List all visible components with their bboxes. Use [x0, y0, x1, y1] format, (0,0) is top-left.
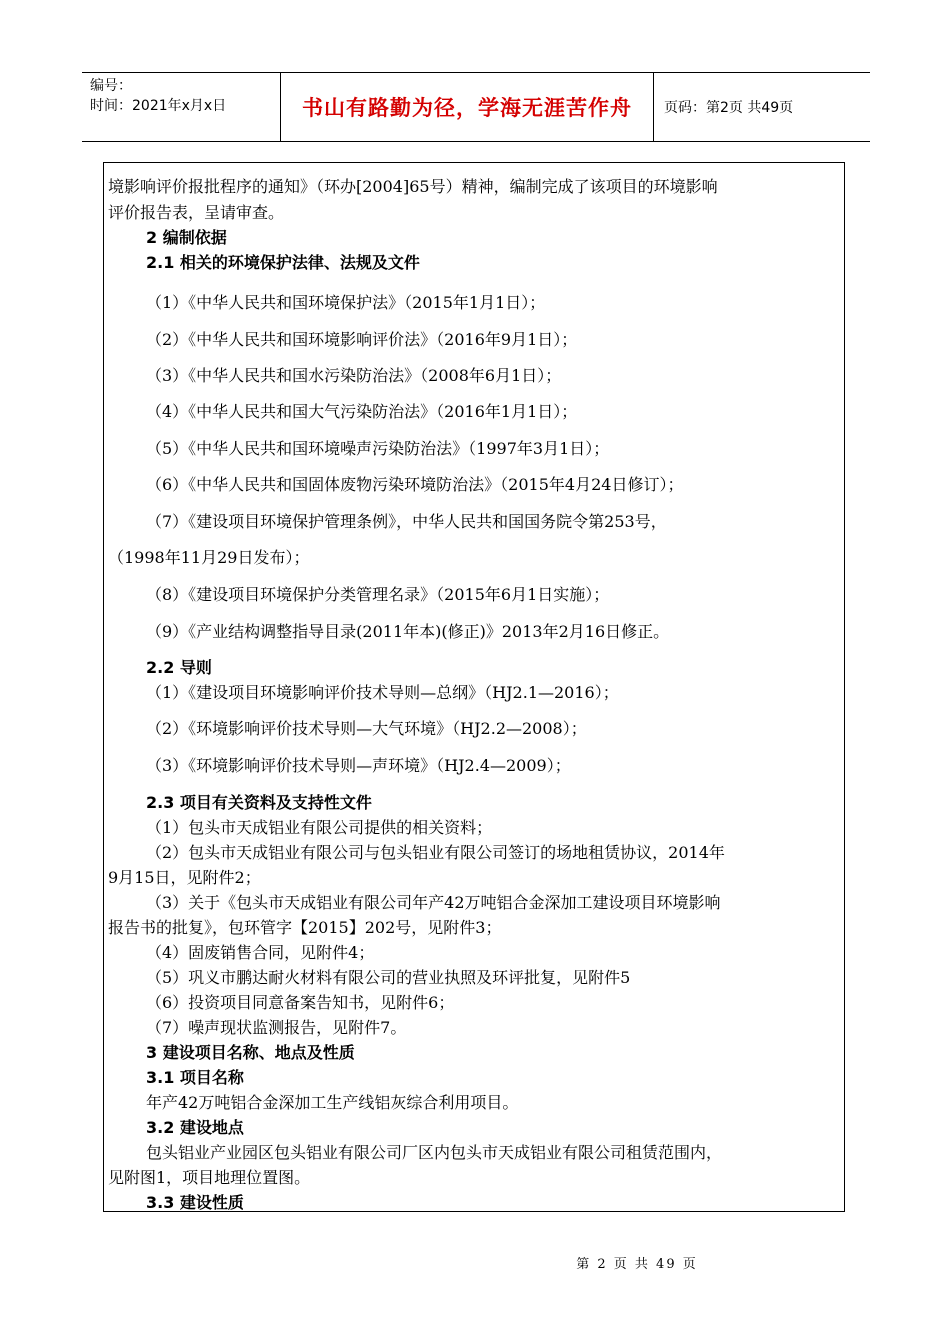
page-footer: 第 2 页 共 49 页	[576, 1257, 698, 1272]
body-line: 见附图1，项目地理位置图。	[108, 1168, 311, 1187]
list-item: （2）《中华人民共和国环境影响评价法》（2016年9月1日）；	[146, 330, 578, 349]
list-item: （8）《建设项目环境保护分类管理名录》（2015年6月1日实施）；	[146, 585, 610, 604]
list-item: （5）巩义市鹏达耐火材料有限公司的营业执照及环评批复，见附件5	[146, 968, 631, 987]
section-heading: 3.2 建设地点	[146, 1118, 244, 1137]
body-line: 评价报告表，呈请审查。	[108, 203, 285, 222]
list-item: （1）《建设项目环境影响评价技术导则—总纲》（HJ2.1—2016）；	[146, 683, 619, 702]
list-item: （3）《环境影响评价技术导则—声环境》（HJ2.4—2009）；	[146, 756, 571, 775]
header-center-cell	[281, 73, 654, 141]
body-line: 包头铝业产业园区包头铝业有限公司厂区内包头市天成铝业有限公司租赁范围内，	[146, 1143, 723, 1162]
doc-number-label: 编号：	[90, 78, 132, 94]
section-heading: 2.3 项目有关资料及支持性文件	[146, 793, 372, 812]
list-item: （2）《环境影响评价技术导则—大气环境》（HJ2.2—2008）；	[146, 719, 587, 738]
list-item: （7）《建设项目环境保护管理条例》，中华人民共和国国务院令第253号，	[146, 512, 667, 531]
section-heading: 2.2 导则	[146, 658, 212, 677]
list-item-continuation: 报告书的批复》，包环管字【2015】202号，见附件3；	[108, 918, 502, 937]
list-item: （1）包头市天成铝业有限公司提供的相关资料；	[146, 818, 493, 837]
time-label: 时间：2021年x月x日	[90, 98, 227, 114]
list-item: （4）固废销售合同，见附件4；	[146, 943, 375, 962]
body-line: 境影响评价报批程序的通知》（环办[2004]65号）精神，编制完成了该项目的环境影响	[108, 177, 718, 196]
section-heading: 3 建设项目名称、地点及性质	[146, 1043, 355, 1062]
section-heading: 2 编制依据	[146, 228, 227, 247]
header-left-cell	[82, 73, 281, 141]
list-item: （3）关于《包头市天成铝业有限公司年产42万吨铝合金深加工建设项目环境影响	[146, 893, 721, 912]
list-item: （6）投资项目同意备案告知书，见附件6；	[146, 993, 455, 1012]
list-item: （1）《中华人民共和国环境保护法》（2015年1月1日）；	[146, 293, 546, 312]
list-item-continuation: 9月15日，见附件2；	[108, 868, 261, 887]
list-item: （9）《产业结构调整指导目录(2011年本)(修正)》2013年2月16日修正。	[146, 622, 670, 641]
list-item: （2）包头市天成铝业有限公司与包头铝业有限公司签订的场地租赁协议，2014年	[146, 843, 725, 862]
header-page-info: 页码：第2页 共49页	[664, 100, 794, 116]
list-item: （5）《中华人民共和国环境噪声污染防治法》（1997年3月1日）；	[146, 439, 610, 458]
list-item: （7）噪声现状监测报告，见附件7。	[146, 1018, 407, 1037]
page-header	[82, 72, 870, 142]
list-item: （3）《中华人民共和国水污染防治法》（2008年6月1日）；	[146, 366, 562, 385]
header-right-cell	[654, 73, 870, 141]
body-line: 年产42万吨铝合金深加工生产线铝灰综合利用项目。	[146, 1093, 519, 1112]
section-heading: 3.1 项目名称	[146, 1068, 244, 1087]
list-item-continuation: （1998年11月29日发布）；	[108, 548, 310, 567]
list-item: （4）《中华人民共和国大气污染防治法》（2016年1月1日）；	[146, 402, 578, 421]
content-box	[103, 162, 845, 1212]
section-heading: 2.1 相关的环境保护法律、法规及文件	[146, 253, 420, 272]
list-item: （6）《中华人民共和国固体废物污染环境防治法》（2015年4月24日修订）；	[146, 475, 684, 494]
section-heading: 3.3 建设性质	[146, 1193, 244, 1212]
header-motto: 书山有路勤为径，学海无涯苦作舟	[302, 95, 632, 120]
